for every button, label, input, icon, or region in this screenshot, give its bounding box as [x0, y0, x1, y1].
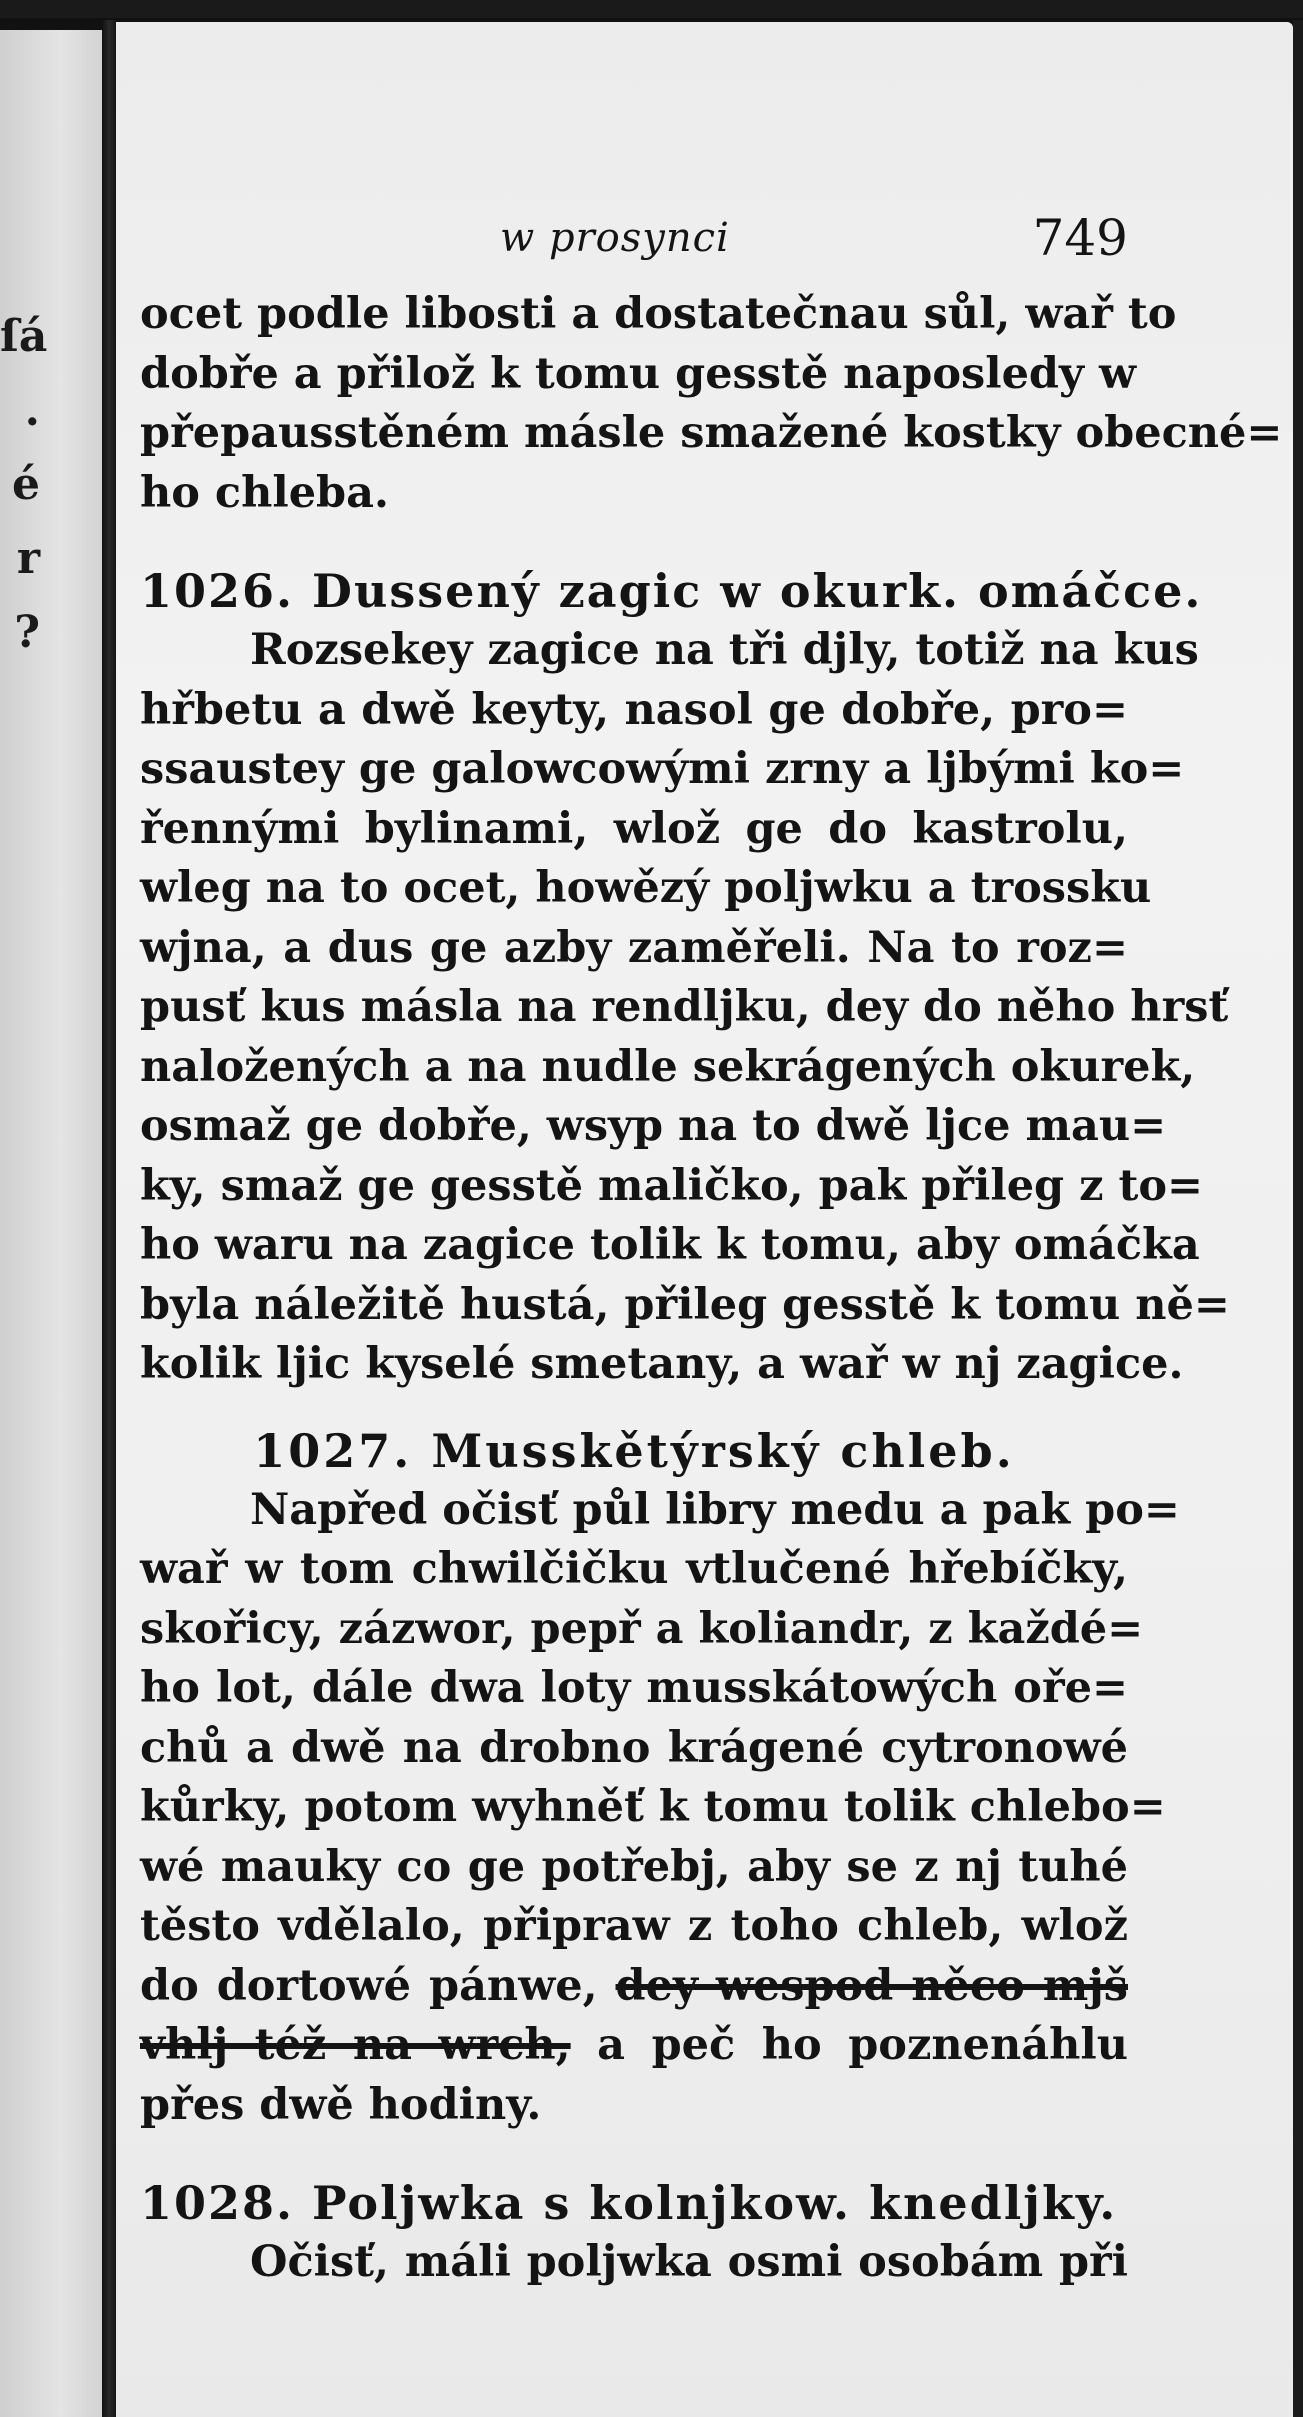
text-run: do dortowé pánwe, [140, 1960, 598, 2011]
struck-text: dey wespod něco mjš [615, 1960, 1128, 2011]
text-line: přes dwě hodiny. [140, 2079, 542, 2130]
text-line: ho chleba. [140, 467, 389, 518]
text-line: kůrky, potom wyhněť k tomu tolik chlebo= [140, 1782, 1166, 1832]
text-line: wé mauky co ge potřebj, aby se z nj tuhé [140, 1841, 1128, 1892]
recipe-heading: 1027. Musskětýrský chleb. [253, 1423, 1015, 1478]
left-page-edge [0, 30, 102, 2417]
struck-text: vhlj též na wrch, [140, 2020, 571, 2070]
text-line: těsto vdělalo, připraw z toho chleb, wlož [140, 1901, 1128, 1951]
recipe-heading: 1026. Dussený zagic w okurk. omáčce. [140, 564, 1203, 618]
text-line-with-strike [140, 1957, 1128, 2017]
text-line: pusť kus másla na rendljku, dey do něho hrsť [140, 982, 1229, 1032]
left-fragment: é [12, 459, 40, 510]
text-line: wjna, a dus ge azby zaměřeli. Na to roz= [140, 922, 1128, 973]
text-line: ho waru na zagice tolik k tomu, aby omáčka [140, 1220, 1200, 1270]
book-gutter [102, 20, 116, 2417]
right-edge [1293, 20, 1303, 2417]
opening-paragraph [140, 285, 1283, 523]
text-line: řennými bylinami, wlož ge do kastrolu, [140, 803, 1128, 854]
text-line: ky, smaž ge gesstě maličko, pak přileg z to= [140, 1160, 1204, 1211]
text-line: wleg na to ocet, howězý poljwku a trossku [140, 863, 1152, 913]
recipe-1027 [140, 1421, 1180, 2136]
text-line: wař w tom chwilčičku vtlučené hřebíčky, [140, 1544, 1128, 1594]
left-fragment: r [16, 533, 40, 584]
text-line-with-strike [140, 2016, 1128, 2076]
page-number: 749 [1032, 209, 1128, 267]
page-header [140, 209, 1128, 285]
text-line: chů a dwě na drobno krágené cytronowé [140, 1722, 1128, 1773]
left-fragment: . [24, 385, 40, 436]
top-edge [0, 0, 1303, 18]
text-line: kolik ljic kyselé smetany, a wař w nj zagice. [140, 1339, 1184, 1389]
page-text [140, 209, 1283, 2293]
text-run: a peč ho poznenáhlu [597, 2020, 1128, 2070]
text-line: dobře a přilož k tomu gesstě naposledy w [140, 348, 1136, 399]
text-line: ssaustey ge galowcowými zrny a ljbými ko= [140, 744, 1185, 794]
text-line: Rozsekey zagice na tři djly, totiž na kus [250, 625, 1199, 675]
recipe-heading: 1028. Poljwka s kolnjkow. knedljky. [140, 2176, 1118, 2230]
text-line: ocet podle libosti a dostatečnau sůl, wař to [140, 289, 1177, 339]
recipe-1026 [140, 561, 1230, 1395]
left-fragment: ? [14, 607, 40, 658]
recipe-1028 [140, 2173, 1128, 2293]
text-line: přepausstěném másle smažené kostky obecné= [140, 408, 1283, 458]
text-line: osmaž ge dobře, wsyp na to dwě ljce mau= [140, 1101, 1167, 1151]
running-head: w prosynci [500, 215, 730, 261]
text-line: Očisť, máli poljwka osmi osobám při [250, 2237, 1128, 2287]
left-page-fragments [0, 300, 48, 670]
text-line: naložených a na nudle sekrágených okurek, [140, 1041, 1196, 1092]
left-fragment: ſá [0, 311, 48, 362]
text-line: Napřed očisť půl libry medu a pak po= [250, 1484, 1180, 1535]
text-line: byla náležitě hustá, přileg gesstě k tomu ně= [140, 1279, 1230, 1330]
text-line: skořicy, zázwor, pepř a koliandr, z každé= [140, 1603, 1144, 1654]
text-line: hřbetu a dwě keyty, nasol ge dobře, pro= [140, 684, 1128, 735]
text-line: ho lot, dále dwa loty musskátowých oře= [140, 1663, 1128, 1713]
